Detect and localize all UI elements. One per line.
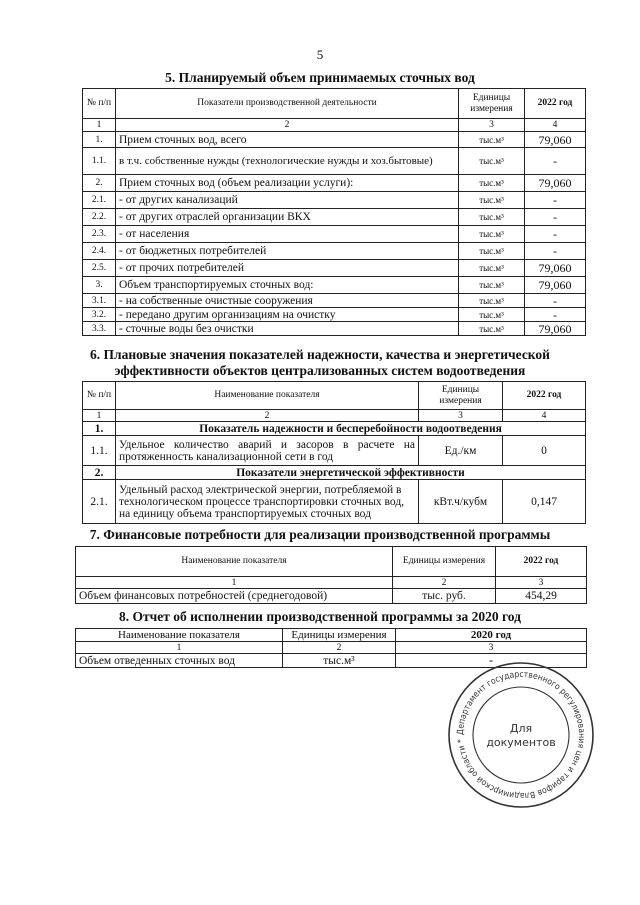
row-value: 0 <box>503 436 586 466</box>
group-number: 2. <box>83 466 116 480</box>
row-value: 0,147 <box>503 480 586 524</box>
header-cell: Единицы измерения <box>283 629 396 642</box>
row-name: - на собственные очистные сооружения <box>116 294 459 308</box>
table-row <box>83 277 586 294</box>
index-cell: 2 <box>116 410 419 422</box>
row-number: 2. <box>83 175 116 192</box>
header-cell: Показатели производственной деятельности <box>116 89 459 119</box>
group-number: 1. <box>83 422 116 436</box>
header-cell: Единицы измерения <box>459 89 525 119</box>
row-value: 79,060 <box>525 322 586 336</box>
row-value: 79,060 <box>525 175 586 192</box>
table-index-row <box>83 410 586 422</box>
row-unit: кВт.ч/кубм <box>419 480 503 524</box>
table-row <box>83 308 586 322</box>
table-header-row <box>76 547 587 577</box>
table-index-row <box>83 119 586 132</box>
row-name: Объем финансовых потребностей (среднегодовой) <box>76 589 393 604</box>
header-cell: № п/п <box>83 89 116 119</box>
table-row <box>83 132 586 148</box>
row-number: 3.2. <box>83 308 116 322</box>
row-number: 2.1. <box>83 192 116 209</box>
row-value: - <box>525 243 586 260</box>
table-row <box>83 192 586 209</box>
row-value: - <box>525 148 586 175</box>
table-row <box>76 589 587 604</box>
row-number: 1. <box>83 132 116 148</box>
stamp-outer-ring <box>449 663 593 807</box>
row-name: Объем транспортируемых сточных вод: <box>116 277 459 294</box>
table-row <box>83 175 586 192</box>
index-cell: 2 <box>116 119 459 132</box>
row-number: 2.1. <box>83 480 116 524</box>
row-number: 3.1. <box>83 294 116 308</box>
row-value: 454,29 <box>496 589 587 604</box>
section-5-title: 5. Планируемый объем принимаемых сточных вод <box>165 70 475 85</box>
row-number: 1.1. <box>83 148 116 175</box>
table-index-row <box>76 577 587 589</box>
section-7-title: 7. Финансовые потребности для реализации производственной программы <box>89 527 551 542</box>
section-8-title: 8. Отчет об исполнении производственной программы за 2020 год <box>119 609 521 624</box>
row-name: - от других канализаций <box>116 192 459 209</box>
header-cell: 2020 год <box>396 629 587 642</box>
table-row <box>83 209 586 226</box>
row-name: Объем отведенных сточных вод <box>76 654 283 668</box>
row-name: - от бюджетных потребителей <box>116 243 459 260</box>
row-name: - от других отраслей организации ВКХ <box>116 209 459 226</box>
table-group-row <box>83 466 586 480</box>
row-value: - <box>525 209 586 226</box>
index-cell: 3 <box>419 410 503 422</box>
table-row <box>83 322 586 336</box>
row-unit: тыс.м³ <box>459 148 525 175</box>
table-row <box>83 294 586 308</box>
index-cell: 4 <box>525 119 586 132</box>
section-5-table <box>82 88 586 336</box>
row-name: в т.ч. собственные нужды (технологические нужды и хоз.бытовые) <box>116 148 459 175</box>
row-unit: тыс.м³ <box>459 260 525 277</box>
stamp-center-line2: документов <box>486 736 556 749</box>
stamp-ring-text <box>456 670 586 800</box>
row-name: Прием сточных вод (объем реализации услуги): <box>116 175 459 192</box>
table-header-row <box>83 382 586 410</box>
stamp-inner-ring <box>473 687 569 783</box>
row-unit: тыс.м³ <box>283 654 396 668</box>
index-cell: 3 <box>496 577 587 589</box>
row-name: - от прочих потребителей <box>116 260 459 277</box>
row-unit: тыс.м³ <box>459 277 525 294</box>
row-unit: тыс.м³ <box>459 226 525 243</box>
header-cell: 2022 год <box>525 89 586 119</box>
header-cell: Единицы измерения <box>393 547 496 577</box>
row-unit: тыс.м³ <box>459 209 525 226</box>
table-header-row <box>83 89 586 119</box>
row-name: - от населения <box>116 226 459 243</box>
row-unit: тыс.м³ <box>459 308 525 322</box>
row-unit: тыс.м³ <box>459 175 525 192</box>
table-group-row <box>83 422 586 436</box>
index-cell: 1 <box>83 410 116 422</box>
index-cell: 4 <box>503 410 586 422</box>
table-row <box>83 148 586 175</box>
group-title: Показатели энергетической эффективности <box>116 466 586 480</box>
row-value: 79,060 <box>525 277 586 294</box>
index-cell: 1 <box>76 577 393 589</box>
row-unit: тыс.м³ <box>459 294 525 308</box>
table-row <box>83 226 586 243</box>
row-name: - сточные воды без очистки <box>116 322 459 336</box>
page-number: 5 <box>316 47 324 62</box>
row-value: - <box>396 654 587 668</box>
row-number: 3.3. <box>83 322 116 336</box>
stamp-center-line1: Для <box>509 722 533 735</box>
row-value: - <box>525 192 586 209</box>
row-name: Удельный расход электрической энергии, потребляемой в технологическом процессе транспортировки сточных вод, на единицу объема транспортируемых сточных вод <box>116 480 419 524</box>
row-number: 3. <box>83 277 116 294</box>
official-stamp <box>446 660 596 810</box>
row-name: - передано другим организациям на очистку <box>116 308 459 322</box>
header-cell: 2022 год <box>503 382 586 410</box>
header-cell: Единицы измерения <box>419 382 503 410</box>
row-value: 79,060 <box>525 260 586 277</box>
row-name: Прием сточных вод, всего <box>116 132 459 148</box>
table-index-row <box>76 642 587 654</box>
header-cell: Наименование показателя <box>76 629 283 642</box>
row-number: 1.1. <box>83 436 116 466</box>
header-cell: Наименование показателя <box>76 547 393 577</box>
index-cell: 3 <box>459 119 525 132</box>
row-value: - <box>525 226 586 243</box>
row-unit: тыс.м³ <box>459 322 525 336</box>
header-cell: Наименование показателя <box>116 382 419 410</box>
section-6-title-line2: эффективности объектов централизованных систем водоотведения <box>114 363 526 378</box>
row-number: 2.5. <box>83 260 116 277</box>
row-unit: Ед./км <box>419 436 503 466</box>
index-cell: 1 <box>83 119 116 132</box>
section-6-title: 6. Плановые значения показателей надежности, качества и энергетической <box>90 347 550 362</box>
row-number: 2.2. <box>83 209 116 226</box>
group-title: Показатель надежности и бесперебойности водоотведения <box>116 422 586 436</box>
row-unit: тыс.м³ <box>459 243 525 260</box>
row-unit: тыс.м³ <box>459 132 525 148</box>
row-value: - <box>525 308 586 322</box>
row-name: Удельное количество аварий и засоров в расчете на протяженность канализационной сети в год <box>116 436 419 466</box>
stamp-ring-textpath: Департамент государственного регулирования цен и тарифов Владимирской области * <box>455 669 587 801</box>
header-cell: 2022 год <box>496 547 587 577</box>
section-7-table <box>75 546 587 604</box>
row-value: 79,060 <box>525 132 586 148</box>
index-cell: 2 <box>393 577 496 589</box>
row-value: - <box>525 294 586 308</box>
section-6-table <box>82 381 586 524</box>
row-unit: тыс. руб. <box>393 589 496 604</box>
index-cell: 3 <box>396 642 587 654</box>
table-row <box>83 260 586 277</box>
index-cell: 2 <box>283 642 396 654</box>
index-cell: 1 <box>76 642 283 654</box>
table-row <box>83 480 586 524</box>
row-unit: тыс.м³ <box>459 192 525 209</box>
table-row <box>83 436 586 466</box>
row-number: 2.3. <box>83 226 116 243</box>
row-number: 2.4. <box>83 243 116 260</box>
table-row <box>83 243 586 260</box>
header-cell: № п/п <box>83 382 116 410</box>
table-header-row <box>76 629 587 642</box>
